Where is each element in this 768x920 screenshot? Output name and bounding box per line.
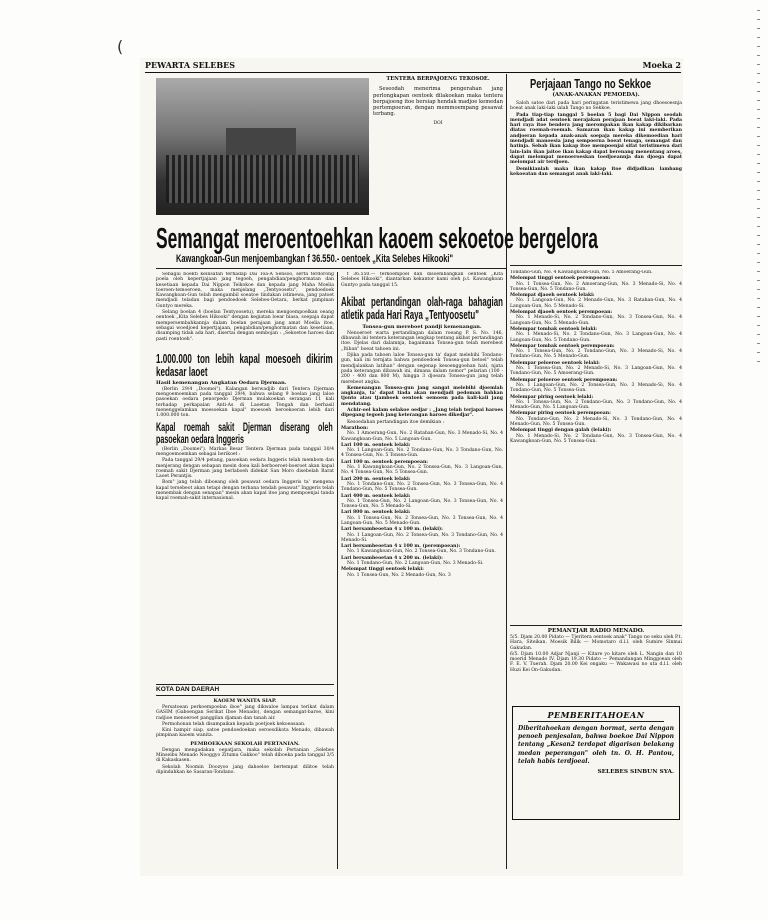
caption-text: Seseodah menerima pengerahan jang perlongkapan oentoek dilakoekan maka tentera berpajoeng itoe bersiap hendak madjoe kemedan pertempoeran, dengan memmoempang pesawat terbang.	[373, 86, 503, 118]
column-rule	[506, 74, 507, 869]
result-label: Melempar tombak oentoek perempoean:	[510, 343, 615, 349]
result-text: No. Tondano-Gun, No. 2 Menado-Si, No. 3 Tondano-Gun, No. 4 Menado-Gun, No. 5 Tonsea-Gun.	[510, 416, 682, 428]
col2-kicker: Tonsea-gun mereboet pandji kemenangan.	[362, 323, 482, 330]
result-text: No. 1 Tonsea-Gun, No. 2 Menado-Si, No. 3 Langoan-Gun, No. 4 Tondano-Gun, No. 5 Amoerang-Gun.	[510, 366, 682, 377]
col3-lead: Tondano-Gun, No. 4 Kawangkoan-Gun, No. 5 Amoerang-Gun.	[510, 270, 653, 275]
result-text: No. 1 Tonsea-Gun, No. 2 Tondano-Gun, No. 3 Menado-Si, No. 4 Tondano-Gun, No. 5 Menado-Gun.	[510, 349, 682, 360]
section-p3: Kini hampir siap, satoe pendoedoekan oeroesdikota Menado, dibawah pimpinan kaoem wanita.	[156, 728, 334, 739]
notice-rule	[528, 721, 664, 722]
result-label: Melompat tinggi dengan galah (lelaki):	[510, 428, 612, 434]
notice-content	[518, 710, 674, 816]
result-label: Lari 100 m. oentoek perempoean:	[341, 459, 428, 465]
column-rule-2	[337, 272, 338, 869]
result-text: No. 1 Kawangkoan-Gun, No. 2 Tonsea-Gun, No. 3 Tondano-Gun.	[347, 549, 496, 555]
col3-result-6	[510, 378, 682, 394]
section-p5: Sekolah Noomin Doozyoo jang dahoeloe bertempat dilitoe telah dipindahkan ke Sasaran-Tondano.	[156, 764, 334, 775]
paper-name: PEWARTA SELEBES	[145, 60, 236, 70]
result-text: No. 1 Langoan-Gun, No. 2 Tonsea-Gun, No. 3 Tondano-Gun, No. 4 Menado-Si.	[341, 532, 503, 543]
headline-rule	[156, 268, 506, 269]
col1-kicker: Hasil kemenangan Angkatan Oedara Djerman.	[156, 379, 287, 386]
col1-p2: Selang boelan 4 (boelan Tentyoosetu), mereka mengoempoelkan oeang oentoek „Kita Selebes Hikooki" dengan kegiatan loear biasa, soepaja dapat mempersembahkannja dalam boelan perajaan jang amat Moelia itoe, sebagai woedjoed kepertjajaan, pengabdian/penghormatan dan kesetiaan, disamping tidak ada hari, disertai dengan sembojan : „Sekoetoe haroes dan pasti roentoeh".	[156, 310, 334, 342]
radio-rule	[510, 625, 682, 626]
result-text: No. 1 Menado-Si, No. 2 Tondano-Gun, No. 3 Tonsea-Gun, No. 4 Kawangkoan-Gun, No. 5 Tonsea-Gun.	[510, 433, 682, 444]
section-rule-top	[156, 684, 334, 685]
result-text: No. 1 Tonsea-Gun, No. 2 Amoerang-Gun, No. 3 Menado-Si, No. 4 Tonsea-Gun, No. 5 Tondano-Gun.	[510, 281, 682, 292]
col3-result-3	[510, 327, 682, 343]
result-label: Melempar piring oentoek lelaki:	[510, 394, 594, 400]
radio-item-1: 5/5. Djam 20.00 Pidato — Tjeritera oentoek anak" Tango no seku oleh P.t. Hara, Siteikan. Moesik Bilik — Momotaro d.l.l. oleh Sumire Sinmai Gakudan.	[510, 635, 682, 651]
section-p1: Persatoean perkoempoelan iboe" jang dikwaloe lampau terikat dalam GASIM (Gaboengan Serikat Iboe Menado), dengan semangat-baroe, kini radjioe menoeroet panggilan djaman dan tanah air.	[156, 705, 334, 721]
col1-p5: Pada tanggal 29/4 petang, pasoekan oedara Inggeris telah membom dan menjerang dengan sebapan mesin doea kali berboeroet-boeroet akan kapal roemah sakit Djerman jang berlaboeh didekat San Moro disebelah Barat Laoet Perantjis.	[156, 458, 334, 480]
col2-result-1	[341, 443, 503, 459]
section-p4: Dengan mengadakan oepatjara, maka sekolah Pertanian „Selebes Minseibu Menado Nooggyo Zitumu Gakkoo" telah diboeka pada tanggal 3/5 di Kakaskasen.	[156, 747, 334, 764]
right-article-subtitle: (ANAK-ANAKAN PEMOEDA).	[552, 92, 640, 98]
col2-result-9	[341, 567, 503, 578]
result-label: Lari bersambeoetan 4 x 100 m. (perempoean):	[341, 544, 461, 550]
col2-result-6	[341, 527, 503, 543]
result-label: Lari 800 m. oentoek lelaki:	[341, 510, 411, 516]
section-rule-inner	[156, 695, 334, 696]
col1-p1: Sebagai boekti keinsatan terhadap Dai Toa-A Sensoo, serta terdorong poela oleh kepertjajaan jang tegoeh, pengabdian/penghormatan dan kesetiaan kepada Dai Nippon Teikokoe dan kepada jang Maha Moelia toeroen-temoeroen, maka menjelang „Tentyoosetu", pendoedoek Kawangkoan-Gun telah mengambil soeatoe tindakan istimewa, jang patoet mendjadi teladan bagi pendoedoek Selebes-Oetara, berkat pimpinan Guntyo mereka.	[156, 272, 334, 309]
col3-result-7	[510, 395, 682, 411]
result-label: Melompat djaoeh oentoek perempoean:	[510, 310, 613, 316]
result-label: Lari bersambeoetan 4 x 100 m. (lelaki):	[341, 527, 443, 533]
col2-result-7	[341, 544, 503, 555]
caption-credit: DOI	[433, 120, 443, 126]
col2-p5: Achir-oel kalam selakoe oedjar : „Jang telah terjapai haroes dipegang tegoeh jang keterangan haroes dikedjar".	[341, 408, 503, 419]
col2-result-2	[341, 460, 503, 476]
result-text: No. 1 Tondano-Gun, No. 2 Langoan-Gun, No. 3 Menado-Si.	[347, 561, 484, 567]
col2-result-0	[341, 426, 503, 442]
result-text: No. 1 Kawangkoan-Gun, No. 2 Tonsea-Gun, No. 3 Langoan-Gun, No. 4 Tonsea-Gun, No. 5 Tonsea-Gun.	[341, 465, 503, 476]
result-text: No. 1 Langoan-Gun, No. 2 Tonsea-Gun, No. 3 Menado-Si, No. 4 Tondano-Gun, No. 5 Tonsea-Gun.	[510, 382, 682, 394]
col2-p6: Kesoedahan pertandingan itoe demikian :	[347, 419, 445, 425]
result-text: No. 1 Tondano-Gun, No. 2 Tonsea-Gun, No. 3 Tonsea-Gun, No. 4 Tondano-Gun, No. 5 Tonsea-Gun.	[341, 481, 503, 493]
result-label: Melompat tinggi oentoek lelaki:	[341, 567, 424, 573]
right-article-rule	[510, 265, 682, 266]
notice-title: PEMBERITAHOEAN	[547, 710, 645, 720]
right-article-title: Perjajaan Tango no Sekkoe	[530, 76, 652, 91]
right-article-p1: Saloh satoe dari pada hari peringatan teristimewa jang dhoesoesnja boeat anak laki-laki ialah Tango no Sekkoe.	[510, 101, 682, 112]
column-three	[510, 270, 682, 620]
result-text: No. 1 Tonsea-Gun, No. 2 Tonsea-Gun, No. 3 Tonsea-Gun, No. 4 Langoan-Gun, No. 5 Menado-Gun.	[341, 515, 503, 526]
col3-result-9	[510, 428, 682, 444]
col3-result-2	[510, 310, 682, 326]
column-two	[341, 272, 503, 872]
radio-title: PEMANTJAR RADIO MENADO.	[547, 628, 645, 634]
caption-title: TENTERA BERPAJOENG TEKOSOE.	[386, 76, 490, 82]
main-headline: Semangat meroentoehkan kaoem sekoetoe bergelora	[156, 223, 598, 255]
radio-schedule	[510, 628, 682, 693]
right-article-p3: Demikianlah maka ikan kakap itoe didjadikan lambang kekoeatan dan semangat anak laki-laki.	[510, 166, 682, 177]
section-sub1: KAOEM WANITA SIAP.	[213, 698, 277, 704]
column-one-section	[156, 686, 334, 874]
result-text: No. 1 Amoerang-Gun, No. 2 Ratahan-Gun, No. 3 Menado-Si, No. 4 Kawangkoan-Gun, No. 5 Langoan-Gun.	[341, 431, 503, 442]
radio-item-2: 6/5. Djam 10.00 Adjar Njanji — Kitare yo kitare oleh L. Nangin dan 10 moerid Menado IV. Djam 19.30 Pidato — Pemandangan Minggoean oleh F. E. V. Tuerah. Djam 20.00 Kei ongaku — Wakawasi no uta d.l.l. oleh Huzi Kei On-Gakudan.	[510, 651, 682, 673]
result-label: Melempar peloeroe oentoek perempoean:	[510, 377, 618, 383]
col3-result-4	[510, 344, 682, 360]
col2-result-8	[341, 556, 503, 567]
photo-crowd	[166, 155, 359, 203]
page-header	[145, 58, 681, 73]
col3-result-1	[510, 293, 682, 309]
col2-p1: f 36.550.— terkoempoel dan disoembangkan oentoek „Kita Selebes Hikooki", diantarkan kekantor kami oleh p.t. Kawangkoan Guntyo pada tanggal 15.	[341, 272, 503, 288]
col2-result-3	[341, 477, 503, 493]
page-margin-mark: (	[117, 37, 124, 56]
result-label: Melempar tombak oentoek lelaki:	[510, 326, 597, 332]
col2-p3: Djika pada tahoen laloe Tonsea-gun ta' dapat melebihi Tondano-gun, kali ini ternjata bahwa pendoedoek Tonsea-gun betoel" telah mendjalankan latihan" dengan segenap kesoenggoehan hati, njata pada keterangan dibawah ini, dimana dalam nomor" pelarian (100 - 200 - 400 dan 800 M), hingga 3 djoeara Tonsea-gun jang telah merebeot angka.	[341, 353, 503, 385]
section-p2: Permohonan telah disampaikan kepada poetjoek kekoeasaan.	[162, 721, 306, 727]
result-text: No. 1 Langoan-Gun, No. 2 Tondano-Gun, No. 3 Tondano-Gun, No. 4 Tonsea-Gun, No. 5 Tonsea-Gun.	[341, 448, 503, 459]
col1-p6: Bom" jang telah diboeang oleh pesawat oedara Inggeris ta' mengena kapal tersebeot akan tetapi dengan terbana tendah pesawat" Inggeris telah menembak dengan senapan" mesin akan kapal itoe jang mempoenjai tanda kapal roemah-sakit internasional.	[156, 480, 334, 502]
result-label: Melempar peloeroe oentoek lelaki:	[510, 360, 600, 366]
column-one	[156, 272, 334, 660]
col2-p4: Kemenangan Tonsea-gun jang sangat melebihi djoemlah angkanja, ta' dapat tiada akan mendjadi pedoman bahkan tjonto atau tjamboek oentoek oemoem pada kali-kali jang mendatang.	[341, 385, 503, 407]
result-text: No. 1 Tonsea-Gun, No. 2 Langoan-Gun, No. 3 Tonsea-Gun, No. 4 Tonsea-Gun, No. 5 Menado-Si.	[341, 498, 503, 510]
result-label: Marathon:	[341, 425, 369, 431]
result-label: Lari bersambeoetan 4 x 200 m. (lelaki):	[341, 555, 443, 561]
result-label: Melempar piring oentoek perempoean:	[510, 411, 611, 417]
main-subheadline: Kawangkoan-Gun menjoembangkan f 36.550.- oentoek „Kita Selebes Hikooki"	[176, 253, 454, 265]
col3-result-0	[510, 276, 682, 292]
result-label: Lari 400 m. oentoek lelaki:	[341, 493, 411, 499]
news-photo	[156, 78, 369, 215]
col3-result-8	[510, 411, 682, 427]
col2-result-4	[341, 494, 503, 510]
result-text: No. 1 Langoan-Gun, No. 2 Menado-Gun, No. 3 Ratahan-Gun, No. 4 Langoan-Gun, No. 5 Menado-Si.	[510, 298, 682, 309]
photo-stage	[226, 128, 296, 158]
result-label: Lari 100 m. oentoek lelaki:	[341, 442, 411, 448]
page-number: Moeka 2	[642, 60, 681, 70]
col1-p3: (Berlin 29/4 „Doomei"). Kalangan berwadjib dari Tentera Djerman mengoemoemkan pada tanggal 29/4, bahwa selang 9 boelan jang laloe pasoekan oedara penorpedo Djerman mulakoekan serangan 11 kali terhadap perkapalan Anti-As di Laoetan Tengah dan berhasil menenggelamkan moesoekan kapal" moesoeh beroekoeran lebih dari 1.000.000 ton.	[156, 386, 334, 419]
result-text: No. 1 Tonsea-Gun, No. 2 Tondano-Gun, No. 3 Tondano-Gun, No. 4 Menado-Gun, No. 5 Langoan-Gun.	[510, 399, 682, 411]
section-sub2: PEMBOEKAAN SEKOLAH PERTANIAN.	[190, 740, 300, 747]
notice-sign: SELEBES SINBUN SYA.	[597, 769, 674, 776]
photo-caption	[373, 76, 503, 216]
scan-edge-dots	[757, 10, 760, 370]
result-text: No. 1 Tonsea-Gun, No. 2 Menado-Gun, No. 3	[347, 572, 451, 578]
notice-text: Diberitahoekan dengan hormat, serta dengan penoeh penjesalan, bahwa boekoe Dai Nippon tentang „Kesan2 terdapat digarisan belakang medan peperangan" oleh tn. O. H. Pantou, telah habis terdjoeal.	[518, 725, 674, 765]
col1-p4: (Berlin „Doomei"). Markas Besar Tentera Djerman pada tanggal 30/4 mengoemoemkan sebagai berikoet :	[156, 446, 334, 457]
col1-headline2: 1.000.000 ton lebih kapal moesoeh dikirim kedasar laoet	[156, 350, 333, 379]
col3-result-5	[510, 361, 682, 377]
result-text: No. 1 Menado-Si, No. 2 Tondano-Gun, No. 3 Tonsea-Gun, No. 4 Langoan-Gun, No. 5 Menado-Gun.	[510, 315, 682, 326]
col1-headline3: Kapal roemah sakit Djerman diserang oleh pasoekan oedara Inggeris	[156, 421, 333, 447]
result-label: Lari 200 m. oentoek lelaki:	[341, 476, 411, 482]
col2-result-5	[341, 510, 503, 526]
section-title: KOTA DAN DAERAH	[156, 686, 220, 693]
result-label: Melompat tinggi oentoek perempoean:	[510, 276, 611, 282]
result-label: Melompat djaoeh oentoek lelaki:	[510, 293, 595, 299]
col2-p2: Nenoeroet warta pertandingan dalam roeang P. S. No. 146, dibawah ini tentera keterangan lengkap tentang akibat pertandingan itoe. Djelas dari dalamnja, bagaimana Tonsea-gun telah merebeot „Itiban" boeat tahoen ini.	[341, 330, 503, 352]
result-text: No. 1 Menado-Si, No. 2 Tondano-Gun, No. 3 Langoan-Gun, No. 4 Langoan-Gun, No. 5 Tondano-Gun.	[510, 332, 682, 343]
col2-headline: Akibat pertandingan olah-raga bahagian atletik pada Hari Raya „Tentyoosetu"	[341, 294, 503, 322]
right-article-p2: Pada tiap-tiap tanggal 5 boelan 5 bagi Dai Nippon seodah mendjadi adat oentoek merajakan perajaan boeat laki-laki. Pada hari raya itoe bendera jang merompakan ikan kakap dikibarkan diatas roemah-roemah. Samaran ikan kakap ini memberikan andjoeran kepada anak-anak soepaja mereka dikemoedian hari mendjadi manoesia jang sempoerna boeat tenaga, semangat dan hatinja. Sebab ikan kakap itoe mempoenjai sifat teristimewa dari lain-lain ikan jaitoe ikan kakap dapat berenang menentang aroes, dapat melompat menoeroeskan toedjoeannja dan djoega dapat melompat air terdjoen.	[510, 112, 682, 166]
